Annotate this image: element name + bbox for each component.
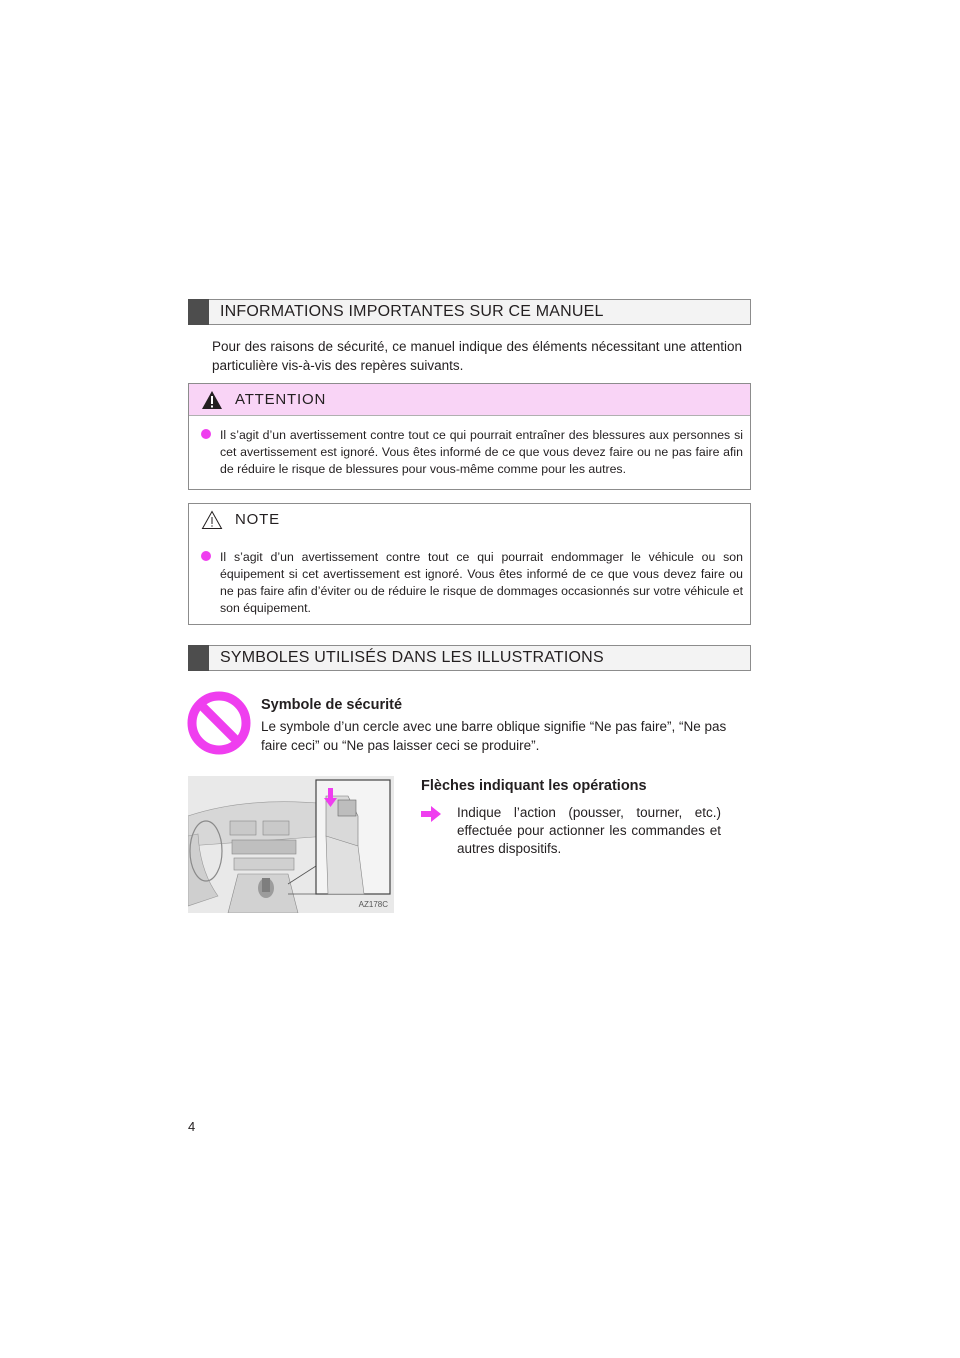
note-header [189, 504, 750, 538]
warning-icon [201, 390, 223, 410]
section-header-symbols [188, 645, 751, 671]
section-tab [188, 645, 209, 671]
prohibition-icon [187, 691, 251, 755]
attention-header [189, 384, 750, 416]
illustration-code: AZ178C [358, 900, 388, 909]
arrow-right-icon [421, 806, 441, 822]
note-text: Il s’agit d’un avertissement contre tout ce qui pourrait endommager le véhicule ou son équipement si cet avertissement est ignoré. Vous êtes informé de ce que vous devez faire ou ne pas faire afin d’éviter ou de réduire le risque de dommages occasionnés sur votre véhicule et son équipement. [220, 550, 743, 615]
note-box [188, 503, 751, 625]
console-illustration [188, 776, 394, 913]
caution-outline-icon [201, 510, 223, 530]
section-tab [188, 299, 209, 325]
operation-arrows-description: Indique l’action (pousser, tourner, etc.) effectuée pour actionner les commandes et autres dispositifs. [457, 805, 721, 856]
safety-symbol-title: Symbole de sécurité [261, 697, 403, 713]
note-body [189, 538, 750, 627]
attention-box [188, 383, 751, 490]
note-label: NOTE [235, 511, 280, 528]
operation-arrows-title: Flèches indiquant les opérations [421, 778, 647, 794]
attention-label: ATTENTION [235, 391, 327, 408]
attention-text: Il s’agit d’un avertissement contre tout ce qui pourrait entraîner des blessures aux personnes si cet avertissement est ignoré. Vous êtes informé de ce que vous devez faire ou ne pas faire afin de réduire le risque de blessures pour vous-même comme pour les autres. [220, 428, 743, 476]
bullet-icon [201, 429, 211, 439]
intro-paragraph: Pour des raisons de sécurité, ce manuel indique des éléments nécessitant une attention particulière vis-à-vis des repères suivants. [212, 339, 742, 373]
dashboard-drawing [188, 776, 394, 913]
attention-body [189, 416, 750, 488]
bullet-icon [201, 551, 211, 561]
section-title: INFORMATIONS IMPORTANTES SUR CE MANUEL [220, 303, 604, 320]
page-number: 4 [188, 1119, 196, 1134]
section-title: SYMBOLES UTILISÉS DANS LES ILLUSTRATIONS [220, 649, 604, 666]
safety-symbol-description: Le symbole d’un cercle avec une barre oblique signifie “Ne pas faire”, “Ne pas faire ceci” ou “Ne pas laisser ceci se produire”. [261, 719, 727, 753]
section-header-important-info [188, 299, 751, 325]
